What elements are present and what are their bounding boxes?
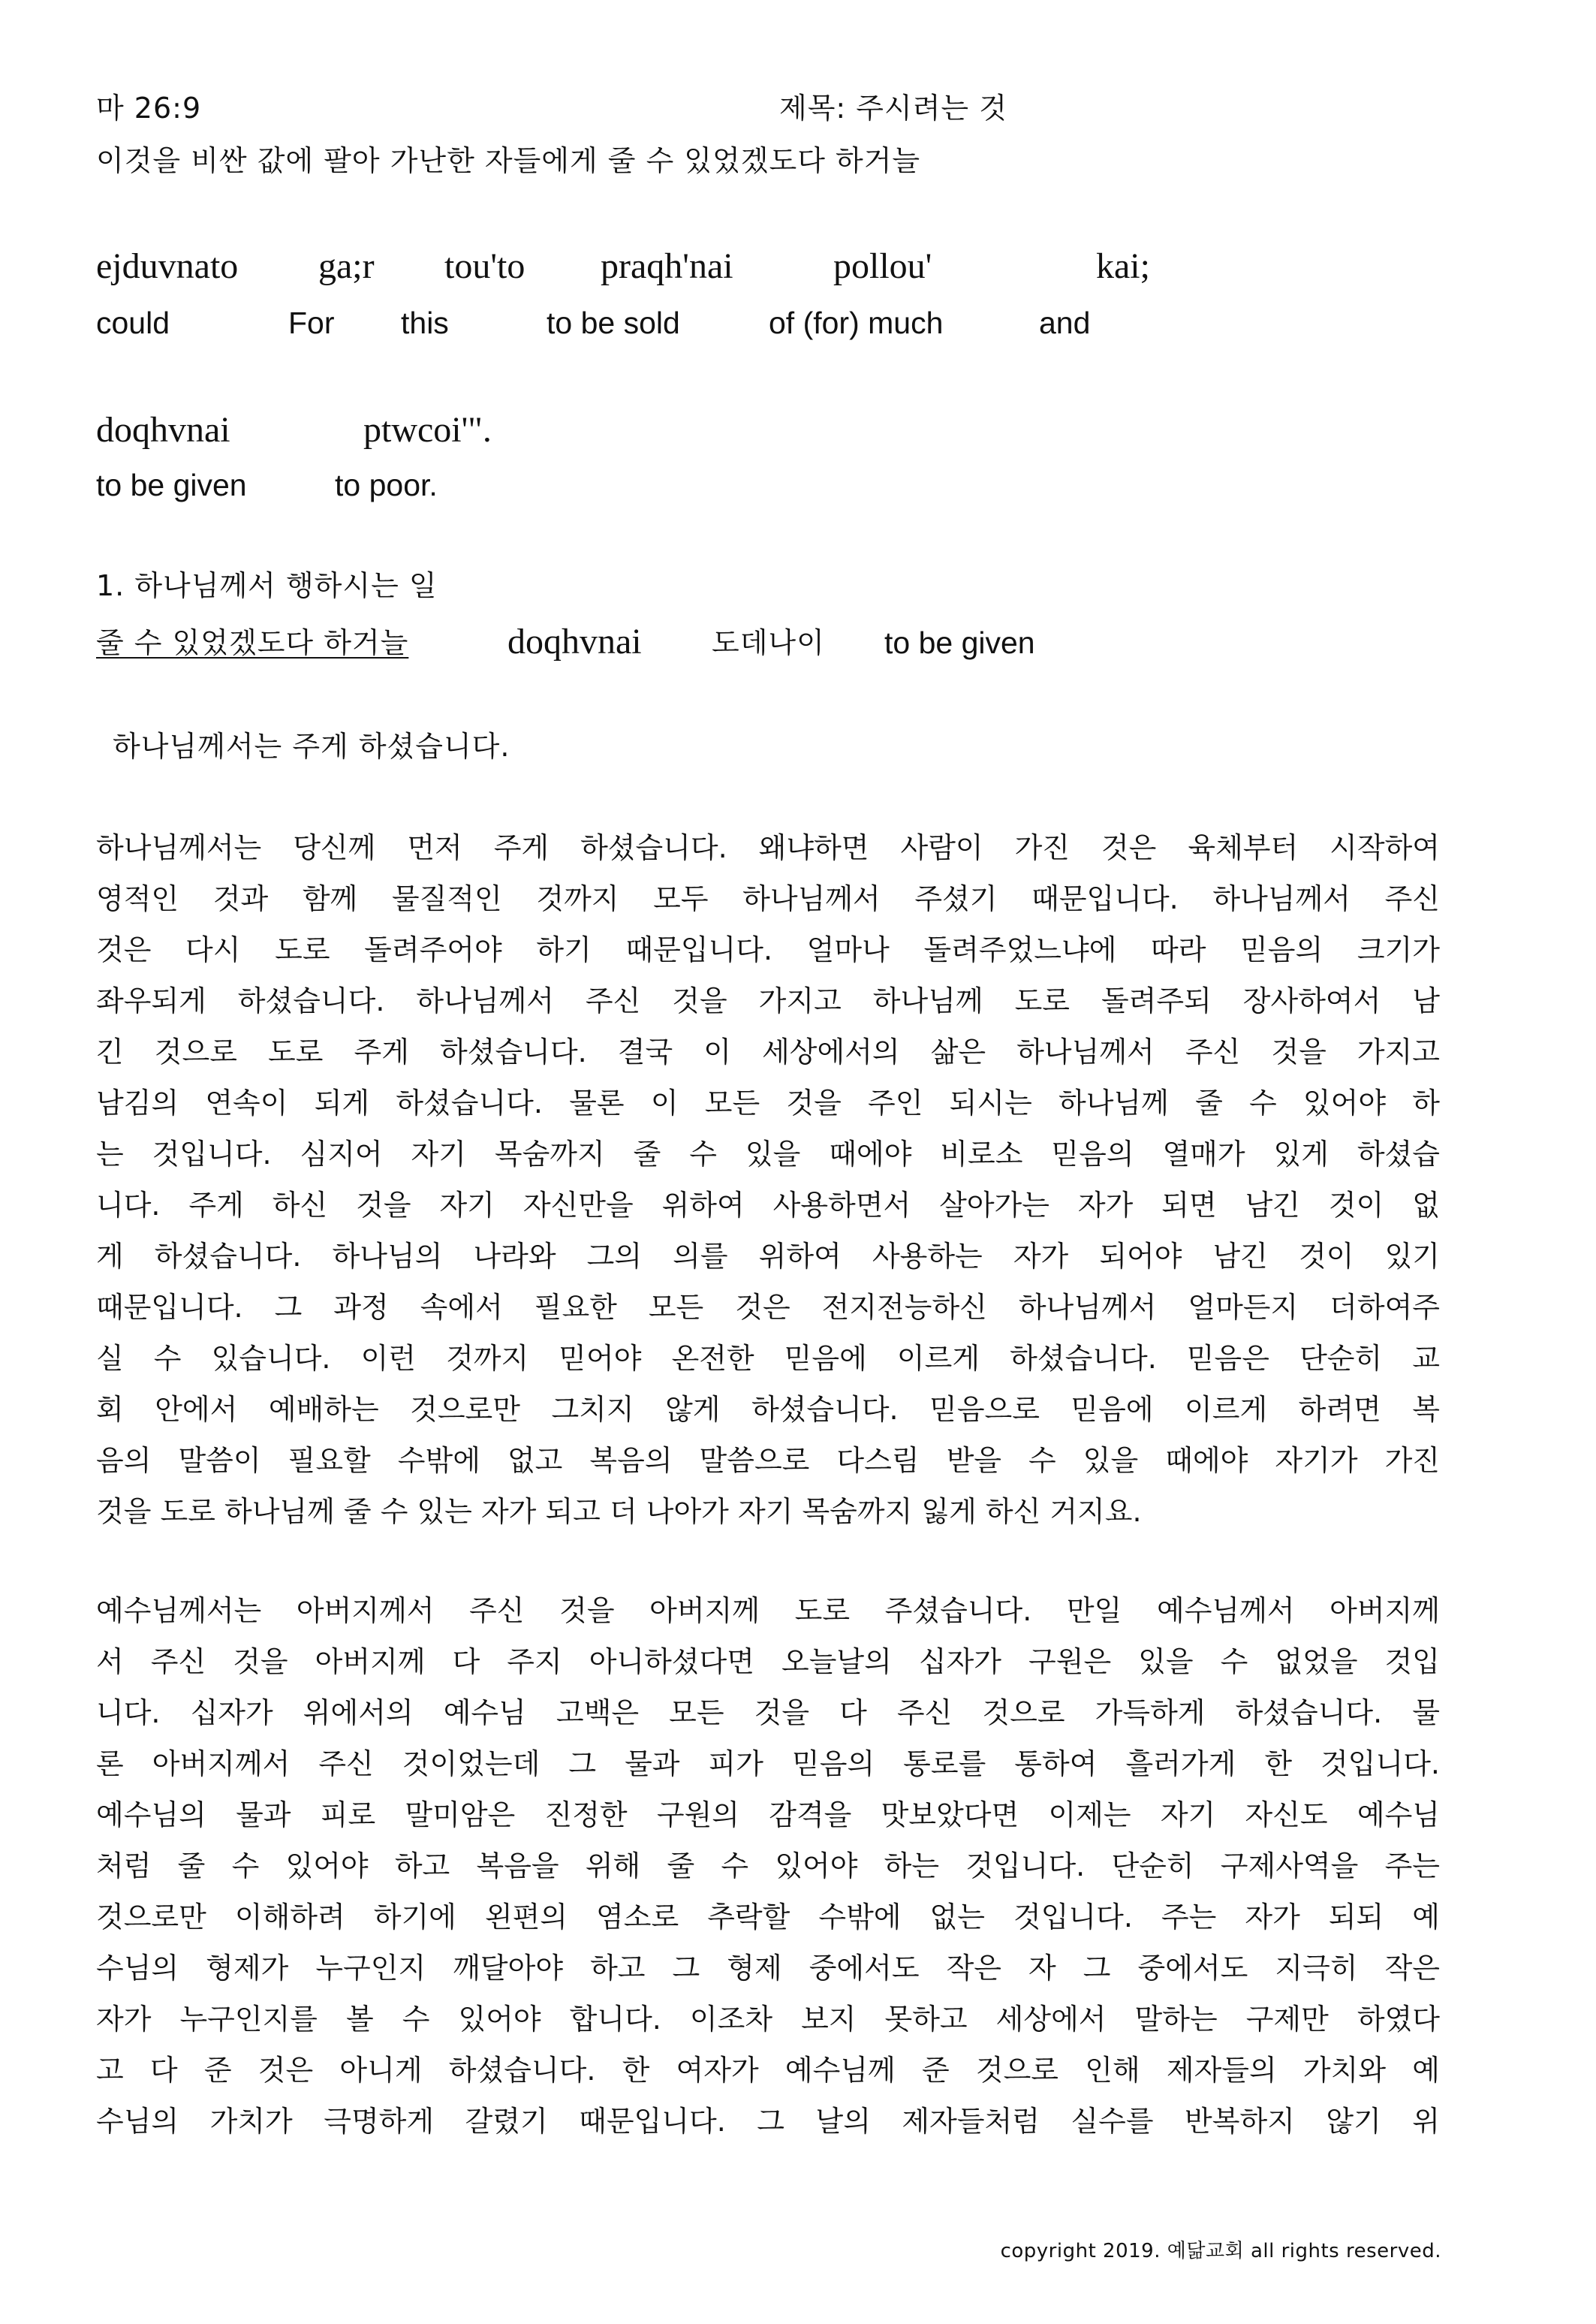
- paragraph-line: 하나님께서는 당신께 먼저 주게 하셨습니다. 왜냐하면 사람이 가진 것은 육체부터 시작하여: [96, 831, 1440, 864]
- paragraph-line: 영적인 것과 함께 물질적인 것까지 모두 하나님께서 주셨기 때문입니다. 하나님께서 주신: [96, 882, 1440, 915]
- paragraph-line: 게 하셨습니다. 하나님의 나라와 그의 의를 위하여 사용하는 자가 되어야 남긴 것이 있기: [96, 1240, 1440, 1273]
- english-gloss-5: of (for) much: [769, 306, 944, 340]
- greek-word-3: tou'to: [444, 246, 525, 286]
- paragraph-line: 회 안에서 예배하는 것으로만 그치지 않게 하셨습니다. 믿음으로 믿음에 이르게 하려면 복: [96, 1393, 1440, 1426]
- verse-korean: 이것을 비싼 값에 팔아 가난한 자들에게 줄 수 있었겠도다 하거늘: [96, 144, 921, 177]
- paragraph-line: 서 주신 것을 아버지께 다 주지 아니하셨다면 오늘날의 십자가 구원은 있을 수 없었을 것입: [96, 1645, 1440, 1678]
- paragraph-line: 수님의 가치가 극명하게 갈렸기 때문입니다. 그 날의 제자들처럼 실수를 반복하지 않기 위: [96, 2105, 1440, 2138]
- key-phrase-transliteration: 도데나이: [712, 626, 825, 659]
- copyright-footer: copyright 2019. 예닮교회 all rights reserved.: [1000, 2240, 1441, 2262]
- paragraph-line: 음의 말씀이 필요할 수밖에 없고 복음의 말씀으로 다스림 받을 수 있을 때에야 자기가 가진: [96, 1444, 1440, 1477]
- greek-word-5: pollou': [833, 246, 932, 286]
- lead-sentence: 하나님께서는 주게 하셨습니다.: [113, 730, 510, 763]
- greek-word-4: praqh'nai: [601, 246, 733, 286]
- paragraph-line: 론 아버지께서 주신 것이었는데 그 물과 피가 믿음의 통로를 통하여 흘러가게 한 것입니다.: [96, 1747, 1440, 1780]
- paragraph-line: 처럼 줄 수 있어야 하고 복음을 위해 줄 수 있어야 하는 것입니다. 단순히 구제사역을 주는: [96, 1849, 1440, 1882]
- paragraph-line: 좌우되게 하셨습니다. 하나님께서 주신 것을 가지고 하나님께 도로 돌려주되 장사하여서 남: [96, 984, 1440, 1017]
- english-gloss-6: and: [1039, 306, 1091, 340]
- section-heading: 1. 하나님께서 행하시는 일: [96, 569, 438, 602]
- paragraph-line: 것으로만 이해하려 하기에 왼편의 염소로 추락할 수밖에 없는 것입니다. 주는 자가 되되 예: [96, 1900, 1440, 1934]
- greek-word-7: doqhvnai: [96, 410, 230, 450]
- paragraph-line-last: 것을 도로 하나님께 줄 수 있는 자가 되고 더 나아가 자기 목숨까지 잃게 하신 거지요.: [96, 1495, 1142, 1528]
- paragraph-line: 긴 것으로 도로 주게 하셨습니다. 결국 이 세상에서의 삶은 하나님께서 주신 것을 가지고: [96, 1035, 1440, 1069]
- key-phrase-greek: doqhvnai: [507, 622, 642, 662]
- paragraph-line: 남김의 연속이 되게 하셨습니다. 물론 이 모든 것을 주인 되시는 하나님께 줄 수 있어야 하: [96, 1087, 1440, 1120]
- paragraph-line: 는 것입니다. 심지어 자기 목숨까지 줄 수 있을 때에야 비로소 믿음의 열매가 있게 하셨습: [96, 1138, 1440, 1171]
- paragraph-line: 니다. 주게 하신 것을 자기 자신만을 위하여 사용하면서 살아가는 자가 되면 남긴 것이 없: [96, 1189, 1440, 1222]
- greek-word-8: ptwcoi'".: [363, 410, 492, 450]
- paragraph-line: 고 다 준 것은 아니게 하셨습니다. 한 여자가 예수님께 준 것으로 인해 제자들의 가치와 예: [96, 2054, 1440, 2087]
- scripture-reference: 마 26:9: [96, 92, 202, 125]
- key-phrase-english: to be given: [884, 625, 1035, 660]
- paragraph-line: 자가 누구인지를 볼 수 있어야 합니다. 이조차 보지 못하고 세상에서 말하는 구제만 하였다: [96, 2003, 1440, 2036]
- paragraph-line: 예수님의 물과 피로 말미암은 진정한 구원의 감격을 맛보았다면 이제는 자기 자신도 예수님: [96, 1798, 1440, 1831]
- key-phrase-korean: 줄 수 있었겠도다 하거늘: [96, 626, 409, 659]
- english-gloss-3: this: [401, 306, 449, 340]
- greek-word-6: kai;: [1096, 246, 1150, 286]
- sermon-title: 제목: 주시려는 것: [779, 92, 1007, 125]
- english-gloss-2: For: [288, 306, 335, 340]
- english-gloss-8: to poor.: [335, 468, 438, 502]
- greek-word-2: ga;r: [318, 246, 375, 286]
- paragraph-line: 실 수 있습니다. 이런 것까지 믿어야 온전한 믿음에 이르게 하셨습니다. 믿음은 단순히 교: [96, 1342, 1440, 1375]
- paragraph-line: 것은 다시 도로 돌려주어야 하기 때문입니다. 얼마나 돌려주었느냐에 따라 믿음의 크기가: [96, 933, 1440, 966]
- paragraph-line: 니다. 십자가 위에서의 예수님 고백은 모든 것을 다 주신 것으로 가득하게 하셨습니다. 물: [96, 1696, 1440, 1729]
- english-gloss-7: to be given: [96, 468, 247, 502]
- english-gloss-4: to be sold: [547, 306, 680, 340]
- english-gloss-1: could: [96, 306, 170, 340]
- paragraph-line: 때문입니다. 그 과정 속에서 필요한 모든 것은 전지전능하신 하나님께서 얼마든지 더하여주: [96, 1291, 1440, 1324]
- paragraph-line: 수님의 형제가 누구인지 깨달아야 하고 그 형제 중에서도 작은 자 그 중에서도 지극히 작은: [96, 1952, 1440, 1985]
- greek-word-1: ejduvnato: [96, 246, 239, 286]
- paragraph-line: 예수님께서는 아버지께서 주신 것을 아버지께 도로 주셨습니다. 만일 예수님께서 아버지께: [96, 1594, 1440, 1627]
